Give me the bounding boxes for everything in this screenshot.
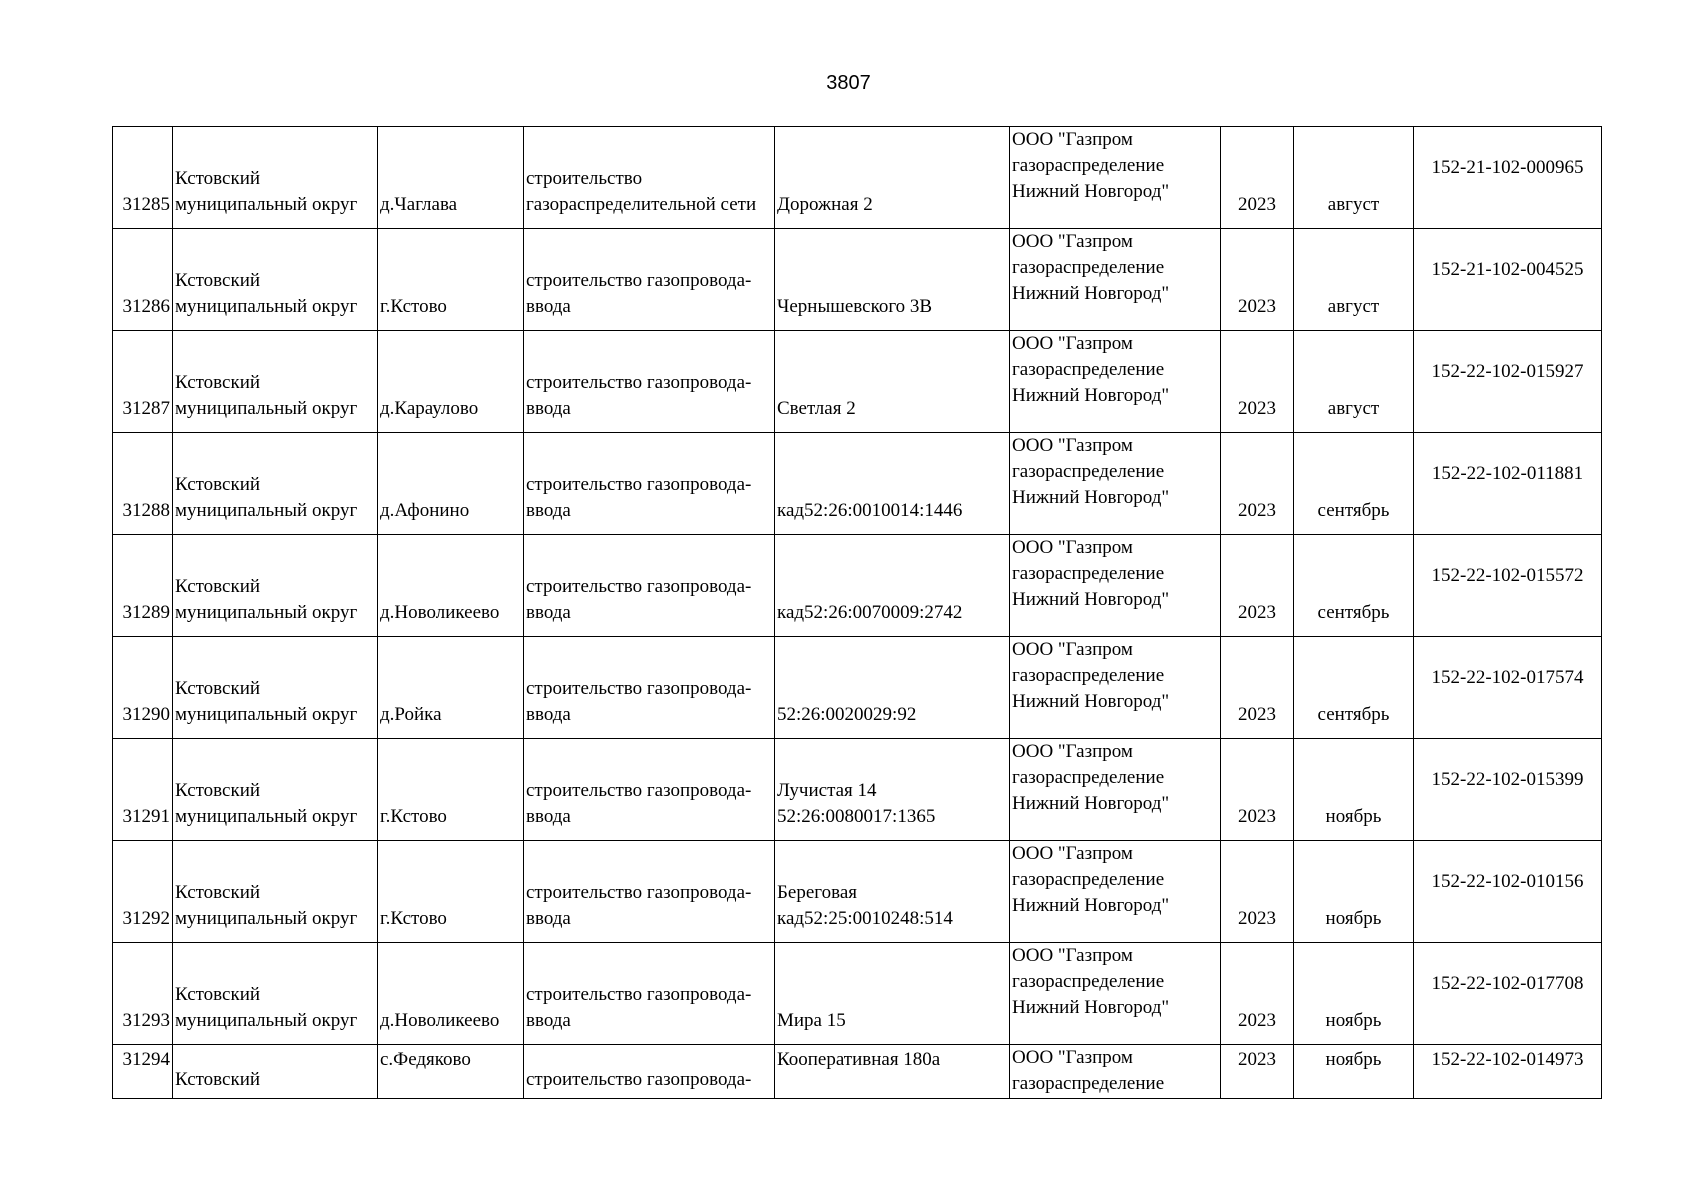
district-cell-line: муниципальный округ: [175, 806, 358, 827]
settlement-cell-line: д.Караулово: [380, 398, 479, 419]
work-type-cell: строительство газопровода-: [524, 1045, 775, 1099]
year-cell-line: 2023: [1238, 500, 1276, 521]
organization-cell: [1010, 127, 1221, 229]
work-type-cell-line: газораспределительной сети: [526, 194, 757, 215]
page-number: 3807: [826, 72, 871, 94]
district-cell-line: муниципальный округ: [175, 908, 358, 929]
organization-cell-line: газораспределение: [1012, 767, 1165, 788]
organization-cell-line: газораспределение: [1012, 971, 1165, 992]
month-cell: [1294, 331, 1414, 433]
address-cell-line: Береговая: [777, 882, 857, 903]
settlement-cell: [378, 127, 524, 229]
work-type-cell-line: строительство газопровода-: [526, 780, 752, 801]
month-cell: [1294, 637, 1414, 739]
year-cell-line: 2023: [1238, 602, 1276, 623]
address-cell-line: Мира 15: [777, 1010, 846, 1031]
year-cell-line: 2023: [1238, 806, 1276, 827]
row-number: [113, 943, 173, 1045]
year-cell-line: 2023: [1238, 296, 1276, 317]
address-cell-line: кад52:25:0010248:514: [777, 908, 953, 929]
month-cell: [1294, 739, 1414, 841]
settlement-cell-line: д.Чаглава: [380, 194, 458, 215]
organization-cell-line: ООО "Газпром: [1012, 639, 1133, 660]
address-cell: [775, 229, 1010, 331]
row-number-line: 31290: [122, 704, 170, 725]
district-cell-line: Кстовский: [175, 984, 261, 1005]
work-type-cell: [524, 229, 775, 331]
permit-code-cell: [1414, 127, 1602, 229]
month-cell: [1294, 127, 1414, 229]
table-row: [113, 535, 1602, 637]
work-type-cell-line: строительство газопровода-: [526, 270, 752, 291]
organization-cell-line: газораспределение: [1012, 155, 1165, 176]
district-cell-line: Кстовский: [175, 576, 261, 597]
organization-cell: [1010, 739, 1221, 841]
row-number-line: 31287: [122, 398, 170, 419]
address-cell: [775, 433, 1010, 535]
district-cell-line: муниципальный округ: [175, 602, 358, 623]
address-cell-line: кад52:26:0070009:2742: [777, 602, 963, 623]
work-type-cell: [524, 433, 775, 535]
permit-code-cell-line: 152-22-102-011881: [1431, 463, 1584, 484]
address-cell: [775, 943, 1010, 1045]
address-cell: [775, 637, 1010, 739]
work-type-cell: [524, 739, 775, 841]
row-number: [113, 535, 173, 637]
district-cell: [173, 331, 378, 433]
organization-cell-line: Нижний Новгород": [1012, 895, 1170, 916]
permit-code-cell: [1414, 739, 1602, 841]
district-cell: [173, 943, 378, 1045]
district-cell: [173, 637, 378, 739]
permit-code-cell-line: 152-22-102-015572: [1431, 565, 1584, 586]
address-cell-line: Чернышевского 3В: [777, 296, 933, 317]
permit-code-cell-line: 152-21-102-000965: [1431, 157, 1584, 178]
month-cell: [1294, 841, 1414, 943]
month-cell-line: август: [1327, 398, 1380, 419]
organization-cell: ООО "Газпром газораспределение: [1010, 1045, 1221, 1099]
permit-code-cell: [1414, 535, 1602, 637]
organization-cell: [1010, 535, 1221, 637]
district-cell-line: муниципальный округ: [175, 398, 358, 419]
month-cell-line: ноябрь: [1325, 806, 1382, 827]
month-cell-line: сентябрь: [1317, 704, 1390, 725]
permit-code-cell-line: 152-21-102-004525: [1431, 259, 1584, 280]
district-cell: [173, 739, 378, 841]
district-cell: [173, 127, 378, 229]
organization-cell-line: ООО "Газпром: [1012, 741, 1133, 762]
district-cell: [173, 229, 378, 331]
settlement-cell: [378, 433, 524, 535]
permit-code-cell: [1414, 637, 1602, 739]
settlement-cell-line: г.Кстово: [380, 908, 447, 929]
settlement-cell: с.Федяково: [378, 1045, 524, 1099]
work-type-cell-line: строительство: [526, 168, 643, 189]
work-type-cell-line: строительство газопровода-: [526, 474, 752, 495]
row-number: [113, 229, 173, 331]
organization-cell-line: ООО "Газпром: [1012, 231, 1133, 252]
permit-code-cell-line: 152-22-102-015399: [1431, 769, 1584, 790]
permit-code-cell: [1414, 841, 1602, 943]
address-cell-line: 52:26:0020029:92: [777, 704, 917, 725]
settlement-cell: [378, 229, 524, 331]
district-cell-line: Кстовский: [175, 882, 261, 903]
organization-cell-line: ООО "Газпром: [1012, 945, 1133, 966]
year-cell-line: 2023: [1238, 704, 1276, 725]
address-cell: [775, 535, 1010, 637]
month-cell: [1294, 943, 1414, 1045]
month-cell-line: август: [1327, 194, 1380, 215]
settlement-cell: [378, 637, 524, 739]
work-type-cell-line: ввода: [526, 806, 571, 827]
permit-code-cell-line: 152-22-102-010156: [1431, 871, 1584, 892]
permit-code-cell: [1414, 433, 1602, 535]
year-cell: [1221, 229, 1294, 331]
year-cell: 2023: [1221, 1045, 1294, 1099]
organization-cell-line: Нижний Новгород": [1012, 181, 1170, 202]
permit-code-cell: [1414, 229, 1602, 331]
organization-cell-line: ООО "Газпром: [1012, 537, 1133, 558]
table-row: [113, 433, 1602, 535]
organization-cell-line: Нижний Новгород": [1012, 793, 1170, 814]
row-number: 31294: [113, 1045, 173, 1099]
permit-code-cell-line: 152-22-102-015927: [1431, 361, 1584, 382]
organization-cell-line: газораспределение: [1012, 665, 1165, 686]
work-type-cell-line: строительство газопровода-: [526, 882, 752, 903]
settlement-cell-line: д.Новоликеево: [380, 1010, 500, 1031]
organization-cell-line: газораспределение: [1012, 257, 1165, 278]
address-cell: [775, 841, 1010, 943]
year-cell: [1221, 637, 1294, 739]
organization-cell-line: газораспределение: [1012, 359, 1165, 380]
table-row: [113, 127, 1602, 229]
table-row: [113, 331, 1602, 433]
organization-cell-line: Нижний Новгород": [1012, 487, 1170, 508]
address-cell: [775, 739, 1010, 841]
organization-cell-line: Нижний Новгород": [1012, 589, 1170, 610]
organization-cell-line: газораспределение: [1012, 461, 1165, 482]
month-cell: [1294, 535, 1414, 637]
district-cell-line: Кстовский: [175, 678, 261, 699]
row-number: [113, 637, 173, 739]
work-type-cell-line: ввода: [526, 602, 571, 623]
organization-cell: [1010, 229, 1221, 331]
year-cell: [1221, 433, 1294, 535]
work-type-cell-line: ввода: [526, 1010, 571, 1031]
district-cell: [173, 841, 378, 943]
work-type-cell: [524, 127, 775, 229]
month-cell: ноябрь: [1294, 1045, 1414, 1099]
row-number: [113, 127, 173, 229]
settlement-cell-line: г.Кстово: [380, 806, 447, 827]
settlement-cell-line: д.Новоликеево: [380, 602, 500, 623]
row-number-line: 31291: [122, 806, 170, 827]
settlement-cell-line: д.Ройка: [380, 704, 442, 725]
row-number-line: 31292: [122, 908, 170, 929]
row-number: [113, 433, 173, 535]
district-cell-line: муниципальный округ: [175, 296, 358, 317]
table-row: [113, 841, 1602, 943]
work-type-cell: [524, 535, 775, 637]
organization-cell-line: ООО "Газпром: [1012, 435, 1133, 456]
work-type-cell: [524, 331, 775, 433]
district-cell-line: муниципальный округ: [175, 704, 358, 725]
organization-cell-line: Нижний Новгород": [1012, 997, 1170, 1018]
organization-cell-line: Нижний Новгород": [1012, 283, 1170, 304]
district-cell-line: Кстовский: [175, 270, 261, 291]
work-type-cell-line: ввода: [526, 908, 571, 929]
settlement-cell: [378, 535, 524, 637]
month-cell-line: сентябрь: [1317, 500, 1390, 521]
table-row: [113, 229, 1602, 331]
year-cell-line: 2023: [1238, 908, 1276, 929]
district-cell-line: Кстовский: [175, 168, 261, 189]
year-cell: [1221, 331, 1294, 433]
permit-code-cell-line: 152-22-102-017574: [1431, 667, 1584, 688]
gas-connection-register-table: [112, 126, 1602, 1099]
month-cell-line: ноябрь: [1325, 1010, 1382, 1031]
settlement-cell: [378, 943, 524, 1045]
organization-cell-line: ООО "Газпром: [1012, 843, 1133, 864]
month-cell-line: сентябрь: [1317, 602, 1390, 623]
month-cell-line: август: [1327, 296, 1380, 317]
work-type-cell: [524, 943, 775, 1045]
district-cell: [173, 433, 378, 535]
work-type-cell: [524, 841, 775, 943]
year-cell-line: 2023: [1238, 398, 1276, 419]
settlement-cell: [378, 739, 524, 841]
row-number: [113, 331, 173, 433]
work-type-cell-line: строительство газопровода-: [526, 576, 752, 597]
organization-cell-line: Нижний Новгород": [1012, 385, 1170, 406]
row-number-line: 31288: [122, 500, 170, 521]
district-cell-line: Кстовский: [175, 780, 261, 801]
organization-cell: [1010, 637, 1221, 739]
district-cell-line: муниципальный округ: [175, 194, 358, 215]
row-number: [113, 841, 173, 943]
year-cell: [1221, 535, 1294, 637]
year-cell-line: 2023: [1238, 1010, 1276, 1031]
permit-code-cell: 152-22-102-014973: [1414, 1045, 1602, 1099]
organization-cell-line: Нижний Новгород": [1012, 691, 1170, 712]
work-type-cell-line: ввода: [526, 296, 571, 317]
address-cell: [775, 127, 1010, 229]
address-cell-line: Лучистая 14: [777, 780, 877, 801]
work-type-cell: [524, 637, 775, 739]
year-cell: [1221, 943, 1294, 1045]
organization-cell: [1010, 841, 1221, 943]
district-cell: [173, 535, 378, 637]
row-number-line: 31289: [122, 602, 170, 623]
permit-code-cell: [1414, 331, 1602, 433]
organization-cell-line: ООО "Газпром: [1012, 333, 1133, 354]
address-cell-line: Светлая 2: [777, 398, 856, 419]
work-type-cell-line: строительство газопровода-: [526, 678, 752, 699]
month-cell: [1294, 229, 1414, 331]
work-type-cell-line: строительство газопровода-: [526, 372, 752, 393]
work-type-cell-line: ввода: [526, 704, 571, 725]
address-cell-line: 52:26:0080017:1365: [777, 806, 936, 827]
year-cell: [1221, 127, 1294, 229]
settlement-cell-line: д.Афонино: [380, 500, 470, 521]
table-row: [113, 637, 1602, 739]
address-cell: [775, 331, 1010, 433]
permit-code-cell: [1414, 943, 1602, 1045]
table-row: [113, 739, 1602, 841]
year-cell: [1221, 841, 1294, 943]
organization-cell-line: газораспределение: [1012, 869, 1165, 890]
organization-cell: [1010, 331, 1221, 433]
district-cell-line: Кстовский: [175, 474, 261, 495]
year-cell: [1221, 739, 1294, 841]
district-cell-line: Кстовский: [175, 372, 261, 393]
permit-code-cell-line: 152-22-102-017708: [1431, 973, 1584, 994]
row-number-line: 31286: [122, 296, 170, 317]
district-cell-line: муниципальный округ: [175, 500, 358, 521]
address-cell: Кооперативная 180а: [775, 1045, 1010, 1099]
row-number: [113, 739, 173, 841]
month-cell-line: ноябрь: [1325, 908, 1382, 929]
organization-cell: [1010, 943, 1221, 1045]
settlement-cell: [378, 331, 524, 433]
row-number-line: 31293: [122, 1010, 170, 1031]
work-type-cell-line: ввода: [526, 398, 571, 419]
table-row: [113, 943, 1602, 1045]
work-type-cell-line: строительство газопровода-: [526, 984, 752, 1005]
organization-cell-line: ООО "Газпром: [1012, 129, 1133, 150]
month-cell: [1294, 433, 1414, 535]
organization-cell: [1010, 433, 1221, 535]
row-number-line: 31285: [122, 194, 170, 215]
settlement-cell: [378, 841, 524, 943]
organization-cell-line: газораспределение: [1012, 563, 1165, 584]
year-cell-line: 2023: [1238, 194, 1276, 215]
address-cell-line: кад52:26:0010014:1446: [777, 500, 963, 521]
table-row: [113, 1045, 1602, 1099]
address-cell-line: Дорожная 2: [777, 194, 873, 215]
district-cell-line: муниципальный округ: [175, 1010, 358, 1031]
district-cell: Кстовский: [173, 1045, 378, 1099]
settlement-cell-line: г.Кстово: [380, 296, 447, 317]
work-type-cell-line: ввода: [526, 500, 571, 521]
